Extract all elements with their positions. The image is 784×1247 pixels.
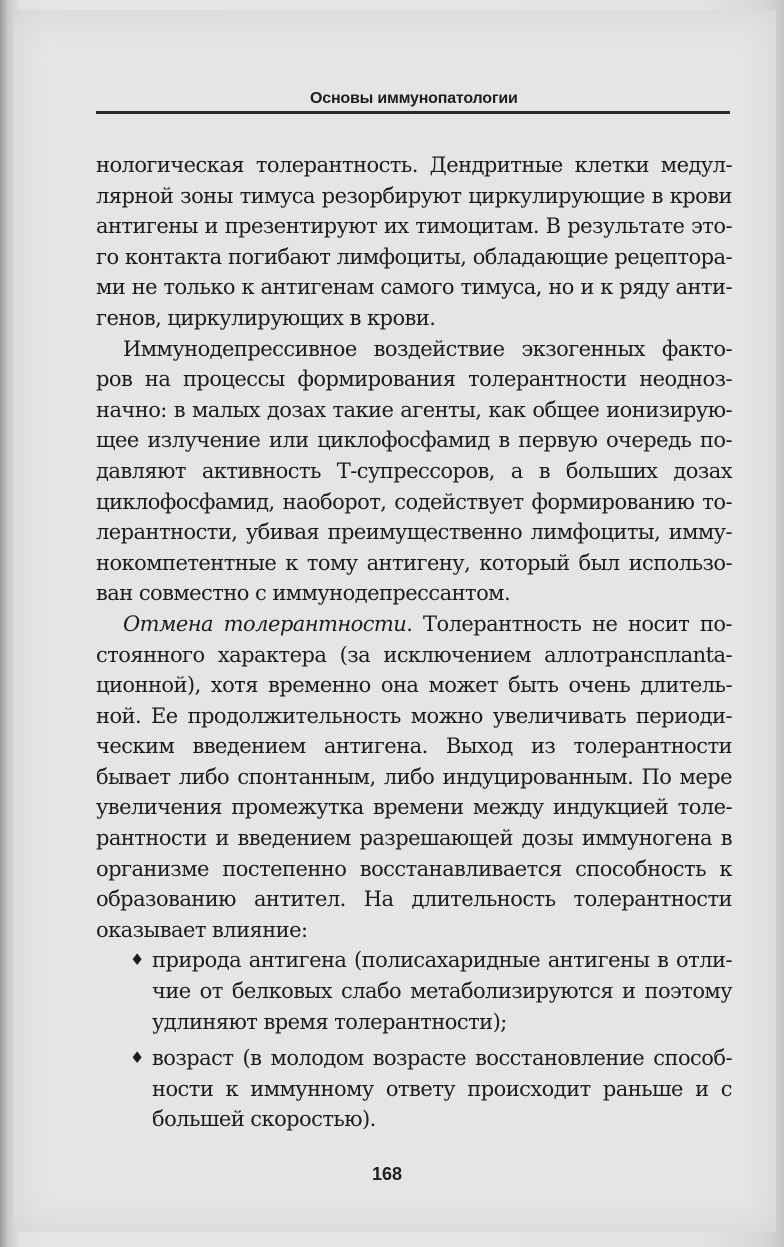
text-line: нологическая толерантность. Дендритные клетки медул- [96,153,732,177]
text-line: ности к иммунному ответу происходит раньше и с [152,1076,732,1101]
body-text [96,150,732,1135]
text-line: ной. Ее продолжительность можно увеличивать периоди- [96,703,732,728]
diamond-bullet-icon: ♦ [130,950,144,970]
text-line: лярной зоны тимуса резорбируют циркулирующие в крови [96,183,732,208]
text-line: Иммунодепрессивное воздействие экзогенных факто- [123,336,732,361]
text-line [96,609,732,640]
running-title: Основы иммунопатологии [310,90,518,107]
page-number: 168 [372,1164,403,1184]
text-line-rest: . Толерантность не носит по- [406,611,732,636]
text-line: природа антигена (полисахаридные антигены в отли- [152,948,732,973]
list-item [96,1043,732,1135]
text-line: лерантности, убивая преимущественно лимфоциты, имму- [96,520,732,545]
text-line: удлиняют время толерантности); [152,1009,507,1034]
text-line: ми не только к антигенам самого тимуса, но и к ряду анти- [96,275,732,300]
list-item [96,945,732,1037]
text-line: чие от белковых слабо метаболизируются и поэтому [152,979,732,1004]
text-line: возраст (в молодом возрасте восстановление способ- [152,1046,732,1071]
text-line: го контакта погибают лимфоциты, обладающие рецептора- [96,244,732,269]
text-line: увеличения промежутка времени между индукцией толе- [96,795,732,820]
text-line: нокомпетентные к тому антигену, который был использо- [96,550,732,575]
paragraph-2 [96,334,732,609]
text-line: ционной), хотя временно она может быть очень длитель- [96,673,732,698]
text-line: рантности и введением разрешающей дозы иммуногена в [96,826,732,851]
text-line: ров на процессы формирования толерантности неоднoз- [96,367,732,392]
paragraph-1 [96,150,732,334]
text-line: начно: в малых дозах такие агенты, как общее ионизирую- [96,397,732,422]
text-line: оказывает влияние: [96,917,308,942]
text-line: генов, циркулирующих в крови. [96,305,436,330]
bullet-list [96,945,732,1135]
text-line: образованию антител. На длительность толерантности [96,887,732,912]
text-line: антигены и презентируют их тимоцитам. В результате это- [96,214,732,239]
text-line: бывает либо спонтанным, либо индуцированным. По мере [96,764,732,789]
section-lead-italic: Отмена толерантности [123,611,407,636]
text-line: ван совместно с иммунодепрессантом. [96,581,511,606]
diamond-bullet-icon: ♦ [130,1048,144,1068]
running-head [96,90,730,116]
text-line: давляют активность Т-супрессоров, а в больших дозах [96,458,732,483]
text-line: щее излучение или циклофосфамид в первую очередь по- [96,428,732,453]
text-line: циклофосфамид, наоборот, содействует формированию то- [96,489,732,514]
text-line: ческим введением антигена. Выход из толерантности [96,734,732,759]
header-rule [96,111,730,114]
text-line: стоянного характера (за исключением аллотрансплanta- [96,642,732,667]
text-line: организме постепенно восстанавливается способность к [96,856,732,881]
text-line: большей скоростью). [152,1107,376,1132]
paragraph-3 [96,609,732,946]
